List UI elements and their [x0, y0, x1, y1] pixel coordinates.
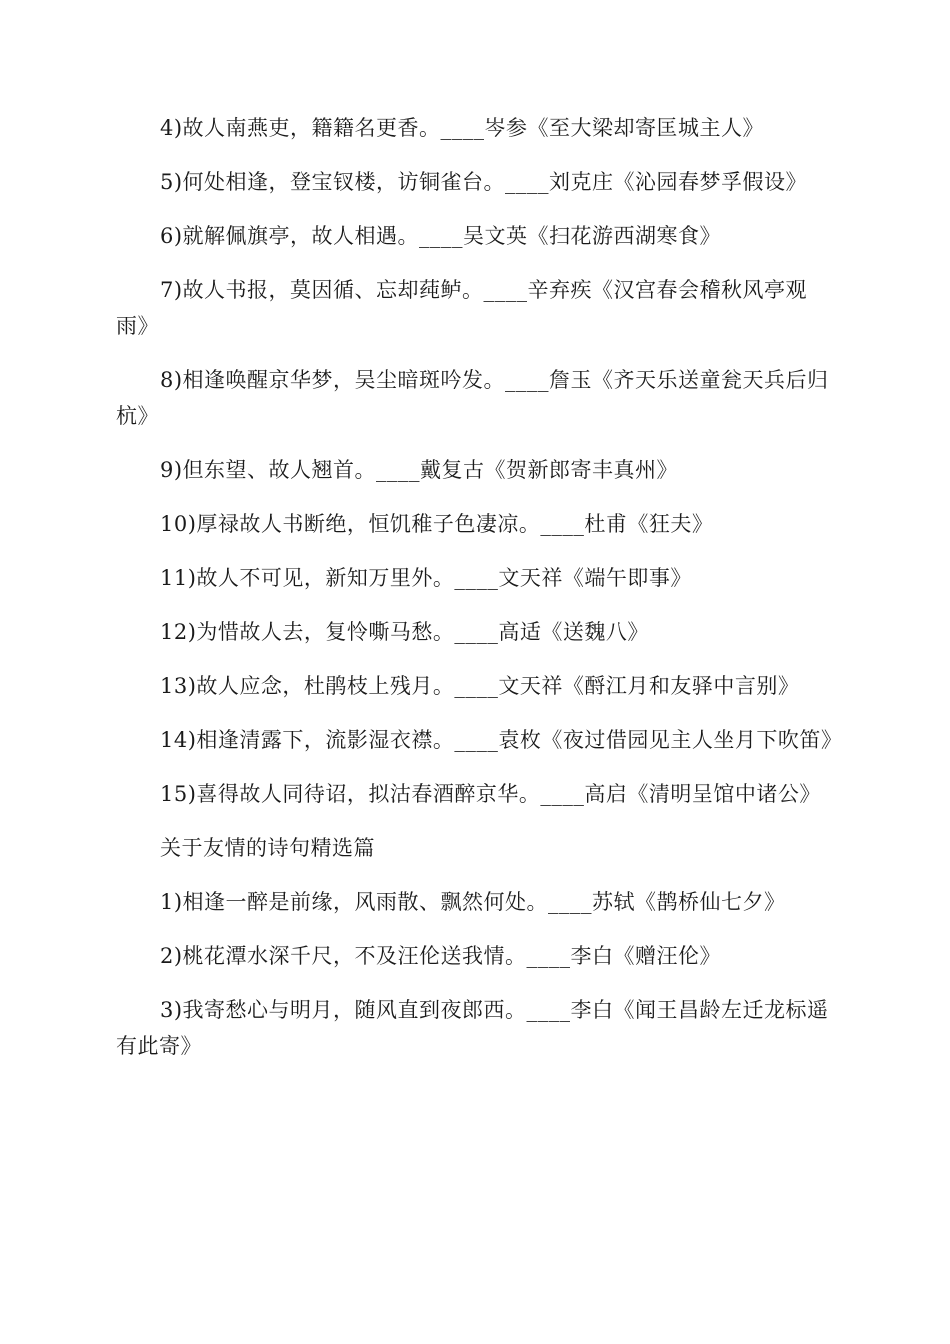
poem-line-15: 15)喜得故人同待诏，拟沽春酒醉京华。____高启《清明呈馆中诸公》 — [160, 782, 821, 806]
poem-line-5: 5)何处相逢，登宝钗楼，访铜雀台。____刘克庄《沁园春梦孚假设》 — [160, 170, 808, 194]
poem-line-13: 13)故人应念，杜鹃枝上残月。____文天祥《酹江月和友驿中言别》 — [160, 674, 800, 698]
friendship-line-1: 1)相逢一醉是前缘，风雨散、飘然何处。____苏轼《鹊桥仙七夕》 — [160, 890, 786, 914]
poem-line-6: 6)就解佩旗亭，故人相遇。____吴文英《扫花游西湖寒食》 — [160, 224, 722, 248]
friendship-line-2: 2)桃花潭水深千尺，不及汪伦送我情。____李白《赠汪伦》 — [160, 944, 722, 968]
section-heading: 关于友情的诗句精选篇 — [160, 836, 375, 860]
poem-line-4: 4)故人南燕吏，籍籍名更香。____岑参《至大梁却寄匡城主人》 — [160, 116, 765, 140]
poem-line-7: 7)故人书报，莫因循、忘却莼鲈。____辛弃疾《汉宫春会稽秋风亭观雨》 — [116, 278, 808, 338]
poem-line-14: 14)相逢清露下，流影湿衣襟。____袁枚《夜过借园见主人坐月下吹笛》 — [160, 728, 843, 752]
poem-line-12: 12)为惜故人去，复怜嘶马愁。____高适《送魏八》 — [160, 620, 649, 644]
poem-line-9: 9)但东望、故人翘首。____戴复古《贺新郎寄丰真州》 — [160, 458, 679, 482]
friendship-line-3: 3)我寄愁心与明月，随风直到夜郎西。____李白《闻王昌龄左迁龙标遥有此寄》 — [116, 998, 829, 1058]
poem-line-10: 10)厚禄故人书断绝，恒饥稚子色凄凉。____杜甫《狂夫》 — [160, 512, 714, 536]
document-body — [116, 110, 843, 1082]
poem-line-11: 11)故人不可见，新知万里外。____文天祥《端午即事》 — [160, 566, 692, 590]
poem-line-8: 8)相逢唤醒京华梦，吴尘暗斑吟发。____詹玉《齐天乐送童瓮天兵后归杭》 — [116, 368, 829, 428]
